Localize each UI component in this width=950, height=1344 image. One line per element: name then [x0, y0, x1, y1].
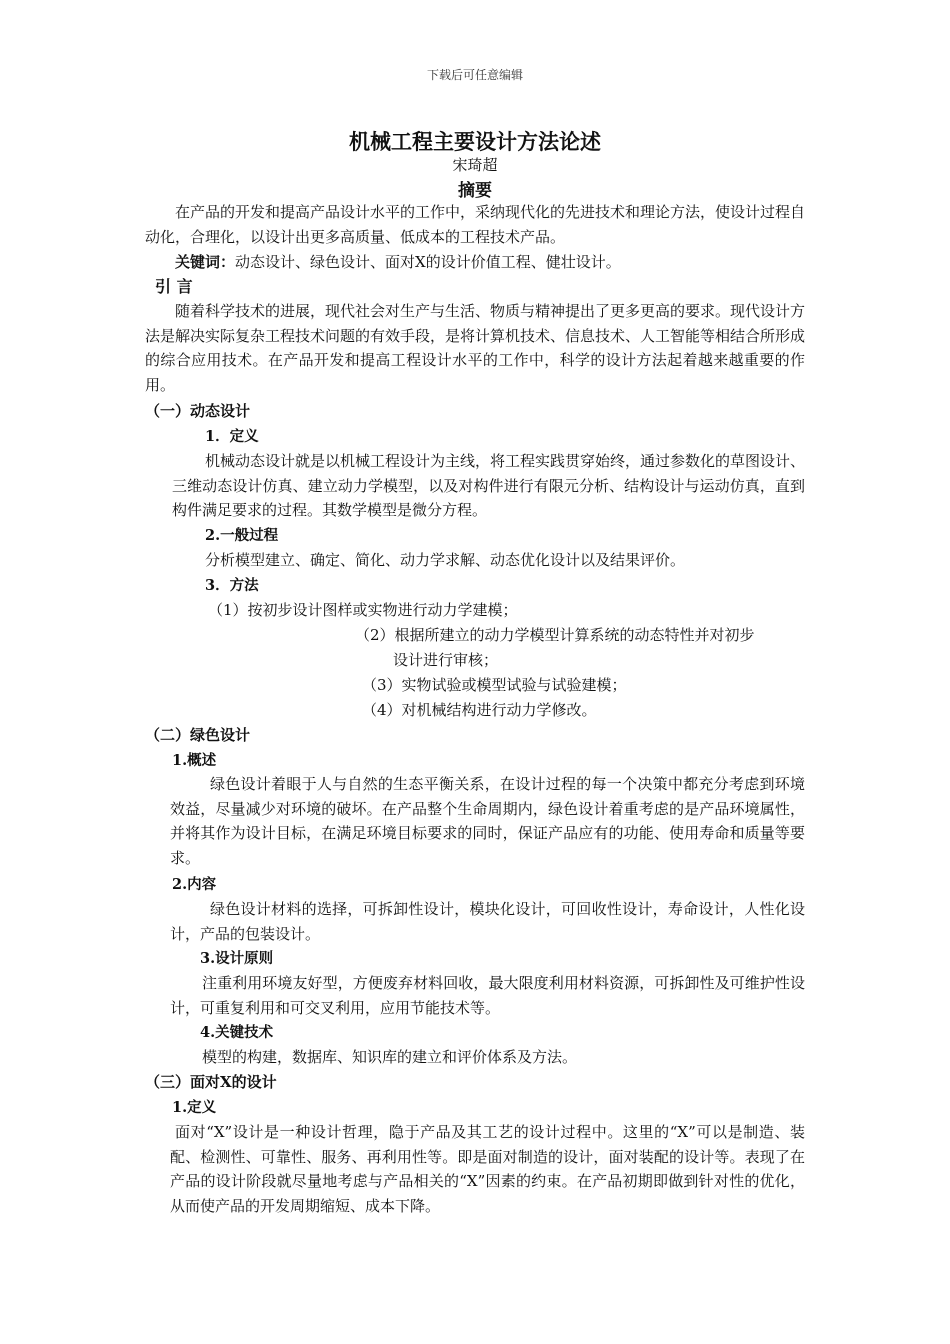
section-3-heading: （三）面对X的设计 — [145, 1073, 277, 1091]
keywords — [175, 251, 621, 272]
section-1-definition-text: 机械动态设计就是以机械工程设计为主线，将工程实践贯穿始终，通过参数化的草图设计、三维动态设计仿真、建立动力学模型，以及对构件进行有限元分析、结构设计与运动仿真，直到构件满足要求的过程。其数学模型是微分方程。 — [172, 452, 806, 519]
keywords-text: 动态设计、绿色设计、面对X的设计价值工程、健壮设计。 — [235, 253, 621, 271]
section-2-overview-heading: 1.概述 — [172, 752, 217, 769]
author: 宋琦超 — [452, 156, 498, 174]
section-3-definition-heading: 1.定义 — [172, 1099, 217, 1116]
section-1-definition-heading: 1．定义 — [205, 428, 259, 445]
section-2-content-text: 绿色设计材料的选择，可拆卸性设计，模块化设计，可回收性设计，寿命设计，人性化设计，产品的包装设计。 — [170, 900, 805, 943]
section-2-key-heading: 4.关键技术 — [200, 1024, 274, 1041]
section-2-content-heading: 2.内容 — [172, 876, 217, 893]
keywords-label: 关键词： — [175, 253, 236, 271]
abstract-heading: 摘要 — [458, 181, 492, 201]
section-2-principle-text: 注重利用环境友好型，方便废弃材料回收，最大限度利用材料资源，可拆卸性及可维护性设计，可重复利用和可交叉利用，应用节能技术等。 — [170, 974, 805, 1017]
intro-heading: 引 言 — [155, 277, 193, 296]
section-3-definition-text: 面对“X”设计是一种设计哲理，隐于产品及其工艺的设计过程中。这里的“X”可以是制造、装配、检测性、可靠性、服务、再利用性等。即是面对制造的设计，面对装配的设计等。表现了在产品的设计阶段就尽量地考虑与产品相关的“X”因素的约束。在产品初期即做到针对性的优化，从而使产品的开发周期缩短、成本下降。 — [170, 1123, 805, 1215]
abstract-text: 在产品的开发和提高产品设计水平的工作中，采纳现代化的先进技术和理论方法，使设计过程自动化，合理化，以设计出更多高质量、低成本的工程技术产品。 — [145, 203, 806, 246]
section-1-process-heading: 2.一般过程 — [205, 527, 279, 544]
section-2-overview-text: 绿色设计着眼于人与自然的生态平衡关系，在设计过程的每一个决策中都充分考虑到环境效益，尽量减少对环境的破坏。在产品整个生命周期内，绿色设计着重考虑的是产品环境属性，并将其作为设计目标，在满足环境目标要求的同时，保证产品应有的功能、使用寿命和质量等要求。 — [170, 775, 805, 867]
section-1-process-text: 分析模型建立、确定、简化、动力学求解、动态优化设计以及结果评价。 — [205, 551, 686, 569]
section-1-method-3: （3）实物试验或模型试验与试验建模； — [362, 676, 627, 694]
section-1-method-2-cont: 设计进行审核； — [393, 651, 499, 669]
section-1-method-2: （2）根据所建立的动力学模型计算系统的动态特性并对初步 — [355, 626, 755, 644]
section-2-key-text: 模型的构建，数据库、知识库的建立和评价体系及方法。 — [202, 1048, 578, 1066]
section-1-method-1: （1）按初步设计图样或实物进行动力学建模； — [208, 601, 518, 619]
section-2-principle-heading: 3.设计原则 — [200, 950, 274, 967]
section-1-method-heading: 3．方法 — [205, 577, 259, 594]
document-title: 机械工程主要设计方法论述 — [349, 129, 601, 154]
section-1-method-4: （4）对机械结构进行动力学修改。 — [362, 701, 597, 719]
intro-text: 随着科学技术的进展，现代社会对生产与生活、物质与精神提出了更多更高的要求。现代设计方法是解决实际复杂工程技术问题的有效手段，是将计算机技术、信息技术、人工智能等相结合所形成的综合应用技术。在产品开发和提高工程设计水平的工作中，科学的设计方法起着越来越重要的作用。 — [145, 302, 806, 394]
section-1-heading: （一）动态设计 — [145, 402, 251, 420]
section-2-heading: （二）绿色设计 — [145, 726, 251, 744]
header-note: 下载后可任意编辑 — [426, 68, 523, 82]
